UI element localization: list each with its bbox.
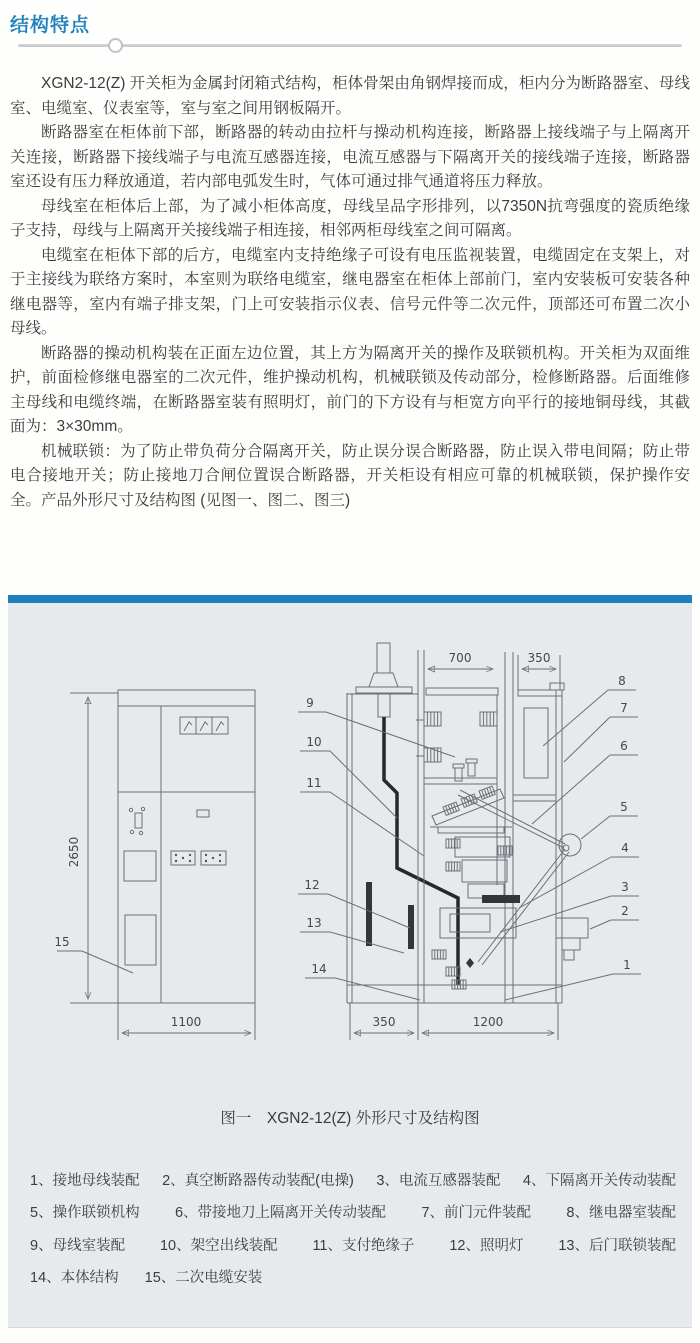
front-view [54,690,255,1040]
paragraph-interlock: 机械联锁：为了防止带负荷分合隔离开关，防止误分误合断路器，防止误入带电间隔；防止带电合接地开关；防止接地刀合闸位置误合断路器，开关柜设有相应可靠的机械联锁，保护操作安全。产品外形尺寸及结构图 (见图一、图二、图三) [10,442,690,509]
figure-caption: 图一 XGN2-12(Z) 外形尺寸及结构图 [220,1110,480,1127]
callout-13: 13 [306,916,322,930]
callout-7: 7 [620,701,628,715]
paragraph-busbar-room: 母线室在柜体后上部，为了减小柜体高度，母线呈品字形排列，以7350N抗弯强度的瓷质绝缘子支持，母线与上隔离开关接线端子相连接，相邻两柜母线室之间可隔离。 [10,197,690,239]
legend-item: 8、继电器室装配 [566,1205,676,1222]
paragraph-cable-room: 电缆室在柜体下部的后方，电缆室内支持绝缘子可设有电压监视装置，电缆固定在支架上，对于主接线为联络方案时，本室则为联络电缆室，继电器室在柜体上部前门，室内安装板可安装各种继电器等，室内有端子排支架，门上可安装指示仪表、信号元件等二次元件，顶部还可布置二次小母线。 [10,246,690,337]
legend-item: 1、接地母线装配 [30,1172,140,1189]
legend-item: 11、支付绝缘子 [312,1237,415,1254]
legend-item: 2、真空断路器传动装配(电操) [162,1172,354,1189]
callout-2: 2 [621,904,629,918]
legend-item: 6、带接地刀上隔离开关传动装配 [174,1205,387,1222]
aerial-outlet-cable [384,717,458,985]
paragraph-breaker-room: 断路器室在柜体前下部，断路器的转动由拉杆与操动机构连接，断路器上接线端子与上隔离开关连接，断路器下接线端子与电流互感器连接，电流互感器与下隔离开关的接线端子连接，断路器室还设有压力释放通道，若内部电弧发生时，气体可通过排气通道将压力释放。 [10,124,690,190]
rear-strip [366,882,372,946]
dim-side-bottom-depth: 1200 [472,1015,504,1029]
paragraph-mechanism: 断路器的操动机构装在正面左边位置，其上方为隔离开关的操作及联锁机构。开关柜为双面维护，前面检修继电器室的二次元件，维护操动机构，机械联锁及传动部分，检修断路器。后面维修主母线和电缆终端，在断路器室装有照明灯，前门的下方设有与柜宽方向平行的接地铜母线，其截面为：3×30mm。 [10,344,690,435]
side-view [298,643,641,1040]
dim-front-width: 1100 [170,1015,202,1029]
section-header [0,0,700,47]
dim-front-height: 2650 [67,836,81,868]
callout-11: 11 [306,776,322,790]
figure-panel [8,595,692,1328]
legend-item: 13、后门联锁装配 [558,1237,676,1254]
legend-item: 14、本体结构 [30,1270,119,1287]
legend-row-1 [30,1163,676,1196]
legend-item: 9、母线室装配 [30,1237,126,1254]
legend-item: 5、操作联锁机构 [30,1205,140,1222]
lighting-lamp [408,905,414,949]
header-rule [18,44,682,47]
callout-5: 5 [620,800,628,814]
body-text [0,47,700,513]
legend-row-2 [30,1196,676,1229]
legend-item: 4、下隔离开关传动装配 [522,1172,676,1189]
callout-15: 15 [54,935,70,949]
callout-12: 12 [304,878,320,892]
dim-side-top-depth: 700 [448,651,472,665]
callout-4: 4 [621,841,629,855]
legend-item: 10、架空出线装配 [159,1237,278,1254]
legend-row-3 [30,1228,676,1261]
callout-8: 8 [618,674,626,688]
rule-dot-ornament [108,38,123,53]
legend-item: 3、电流互感器装配 [376,1172,501,1189]
structure-diagram [8,620,692,1070]
figure-legend [30,1163,676,1293]
callout-9: 9 [306,696,314,710]
callout-3: 3 [621,880,629,894]
dim-side-top-front: 350 [527,651,551,665]
callout-10: 10 [306,735,322,749]
callout-1: 1 [623,958,631,972]
callout-14: 14 [311,962,327,976]
legend-item: 15、二次电缆安装 [144,1270,263,1287]
legend-item: 7、前门元件装配 [421,1205,532,1222]
legend-row-4 [30,1261,676,1294]
callout-6: 6 [620,739,628,753]
paragraph-overview: XGN2-12(Z) 开关柜为金属封闭箱式结构，柜体骨架由角钢焊接而成，柜内分为断路器室、母线室、电缆室、仪表室等，室与室之间用钢板隔开。 [10,75,690,117]
legend-item: 12、照明灯 [449,1237,524,1254]
dim-side-bottom-rear: 350 [372,1015,396,1029]
section-title: 结构特点 [10,15,91,36]
